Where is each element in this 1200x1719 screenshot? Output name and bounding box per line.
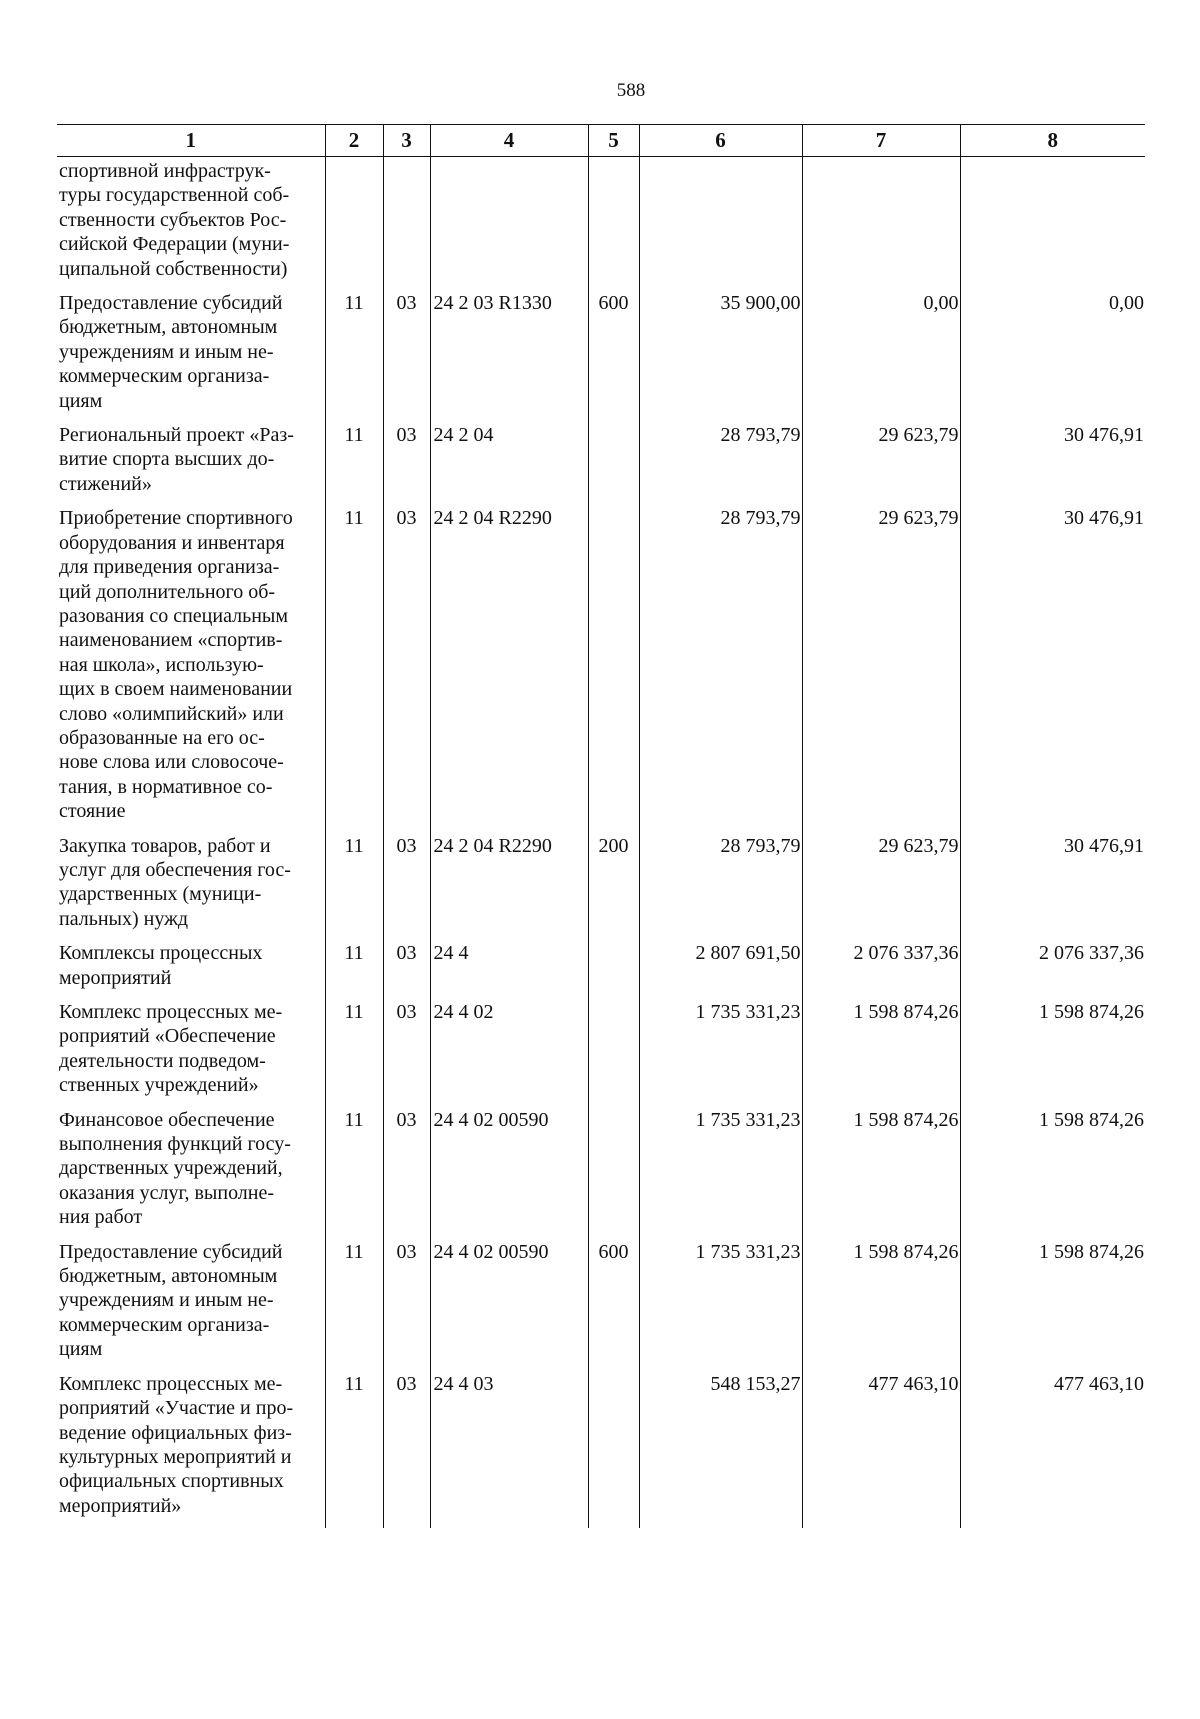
row-section: 11 [325,834,383,942]
row-name: Предоставление субсидий бюджетным, автономным учреждениям и иным не- коммерческим организа- циям [59,1240,283,1361]
row-section: 11 [325,1108,383,1240]
header-col-6: 6 [639,125,802,157]
row-target-code: 24 2 04 R2290 [430,506,588,833]
row-name: Комплексы процессных мероприятий [59,942,263,989]
table-row [57,506,1145,833]
row-amount-col7: 477 463,10 [802,1372,960,1528]
row-amount-col7: 1 598 874,26 [802,1000,960,1108]
row-subsection: 03 [383,1372,430,1528]
header-col-5: 5 [588,125,639,157]
row-section: 11 [325,1240,383,1372]
row-amount-col8: 1 598 874,26 [960,1240,1145,1372]
header-col-1: 1 [57,125,325,157]
row-expense-type [588,423,639,506]
row-target-code: 24 2 03 R1330 [430,291,588,423]
row-name: Приобретение спортивного оборудования и инвентаря для приведения организа- ций дополнительного об- разования со специальным наименованием «спортив- ная школа», использую- щих в своем наименовании слово «олимпийский» или образованные на его ос- нове слова или словосоче- тания, в нормативное со- стояние [59,507,293,823]
row-expense-type: 600 [588,1240,639,1372]
row-target-code [430,157,588,292]
row-expense-type: 600 [588,291,639,423]
header-col-8: 8 [960,125,1145,157]
row-target-code: 24 2 04 [430,423,588,506]
budget-table [57,124,1145,1528]
row-amount-col7 [802,157,960,292]
row-amount-col7: 0,00 [802,291,960,423]
row-amount-col7: 2 076 337,36 [802,941,960,1000]
row-subsection [383,157,430,292]
header-col-7: 7 [802,125,960,157]
row-section: 11 [325,941,383,1000]
row-amount-col7: 29 623,79 [802,506,960,833]
row-name: Предоставление субсидий бюджетным, автономным учреждениям и иным не- коммерческим организа- циям [59,292,283,412]
header-row [57,125,1145,157]
row-name: Комплекс процессных ме- роприятий «Обеспечение деятельности подведом- ственных учреждений» [59,1001,283,1097]
table-row [57,157,1145,292]
row-name: Финансовое обеспечение выполнения функций госу- дарственных учреждений, оказания услуг, выполне- ния работ [59,1108,291,1229]
row-target-code: 24 4 02 [430,1000,588,1108]
row-amount-col8: 0,00 [960,291,1145,423]
table-row [57,834,1145,942]
row-amount-col6: 28 793,79 [639,834,802,942]
header-col-2: 2 [325,125,383,157]
row-amount-col6: 548 153,27 [639,1372,802,1528]
table-row [57,1000,1145,1108]
row-amount-col8: 2 076 337,36 [960,941,1145,1000]
table-row [57,423,1145,506]
row-subsection: 03 [383,291,430,423]
table-body [57,157,1145,1529]
header-col-4: 4 [430,125,588,157]
table-header [57,125,1145,157]
row-amount-col8: 477 463,10 [960,1372,1145,1528]
row-expense-type [588,1000,639,1108]
row-amount-col8: 30 476,91 [960,423,1145,506]
row-section: 11 [325,506,383,833]
row-section [325,157,383,292]
row-section: 11 [325,423,383,506]
row-subsection: 03 [383,423,430,506]
row-amount-col6: 1 735 331,23 [639,1240,802,1372]
row-name: Региональный проект «Раз- витие спорта высших до- стижений» [59,424,294,495]
row-subsection: 03 [383,1108,430,1240]
row-amount-col8: 1 598 874,26 [960,1000,1145,1108]
row-amount-col6: 35 900,00 [639,291,802,423]
row-section: 11 [325,1372,383,1528]
row-target-code: 24 4 02 00590 [430,1240,588,1372]
row-target-code: 24 4 03 [430,1372,588,1528]
row-section: 11 [325,1000,383,1108]
row-subsection: 03 [383,941,430,1000]
row-expense-type [588,1108,639,1240]
row-amount-col6: 1 735 331,23 [639,1108,802,1240]
page-number: 588 [616,80,646,101]
table-row [57,1240,1145,1372]
row-name: спортивной инфраструк- туры государственной соб- ственности субъектов Рос- сийской Федерации (муни- ципальной собственности) [59,160,290,280]
row-subsection: 03 [383,1000,430,1108]
row-expense-type [588,941,639,1000]
table-row [57,941,1145,1000]
row-amount-col8: 30 476,91 [960,506,1145,833]
row-amount-col6: 1 735 331,23 [639,1000,802,1108]
table-row [57,1108,1145,1240]
row-expense-type [588,1372,639,1528]
row-subsection: 03 [383,1240,430,1372]
header-col-3: 3 [383,125,430,157]
row-section: 11 [325,291,383,423]
table-row [57,291,1145,423]
row-amount-col8: 1 598 874,26 [960,1108,1145,1240]
row-amount-col7: 1 598 874,26 [802,1108,960,1240]
row-target-code: 24 4 [430,941,588,1000]
row-target-code: 24 4 02 00590 [430,1108,588,1240]
row-amount-col6: 2 807 691,50 [639,941,802,1000]
row-expense-type [588,157,639,292]
row-amount-col7: 1 598 874,26 [802,1240,960,1372]
row-subsection: 03 [383,834,430,942]
row-amount-col6: 28 793,79 [639,506,802,833]
row-subsection: 03 [383,506,430,833]
row-amount-col6 [639,157,802,292]
row-expense-type: 200 [588,834,639,942]
row-amount-col8 [960,157,1145,292]
row-amount-col7: 29 623,79 [802,834,960,942]
row-expense-type [588,506,639,833]
budget-table-container [57,124,1145,1605]
row-target-code: 24 2 04 R2290 [430,834,588,942]
row-amount-col7: 29 623,79 [802,423,960,506]
table-row [57,1372,1145,1528]
row-name: Комплекс процессных ме- роприятий «Участие и про- ведение официальных физ- культурных мероприятий и официальных спортивных мероприятий» [59,1372,294,1517]
row-amount-col6: 28 793,79 [639,423,802,506]
row-amount-col8: 30 476,91 [960,834,1145,942]
row-name: Закупка товаров, работ и услуг для обеспечения гос- ударственных (муници- пальных) нужд [59,834,291,930]
